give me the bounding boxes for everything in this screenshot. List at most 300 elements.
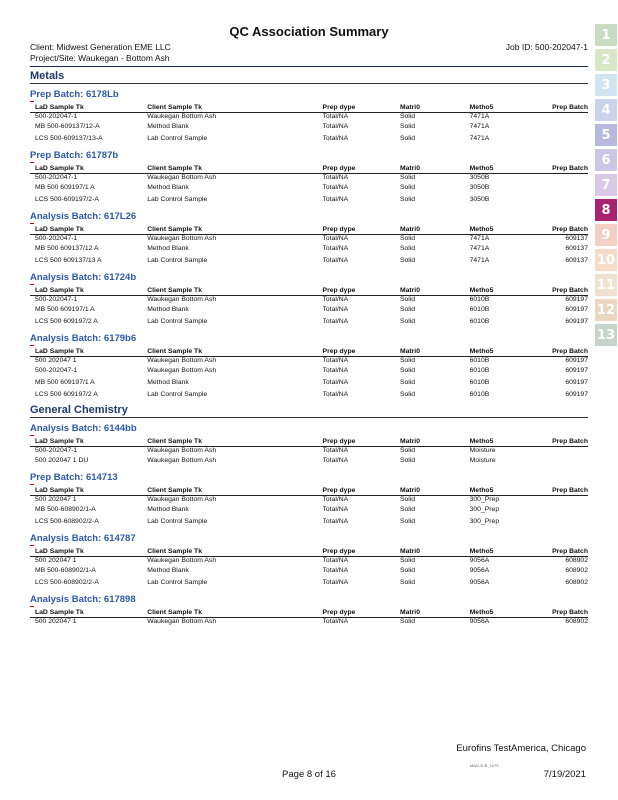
table-row [30,504,588,516]
column-header-method: Metho5 [470,609,532,618]
batch-heading: Analysis Batch: 617L26 [30,211,137,222]
cell-matrix: Solid [399,579,416,586]
section-tab-1[interactable]: 1 [595,24,617,46]
header-row [30,104,588,113]
cell-matrix: Solid [399,506,416,513]
column-header-lab-sample-id: LaD Sample Tk [30,609,147,618]
table-row [30,121,588,133]
cell-client-sample-id: Method Blank [147,506,189,513]
cell-client-sample-id: Method Blank [147,123,189,130]
table-row [30,565,588,577]
section-divider [30,83,588,84]
cell-prep-type: Total/NA [322,196,349,203]
cell-method: 3050B [469,174,490,181]
column-header-prep-batch: Prep Batch [532,104,588,113]
cell-prep-type: Total/NA [322,496,349,503]
cell-client-sample-id: Method Blank [147,245,189,252]
table-body [30,174,588,207]
batch-heading: Analysis Batch: 61724b [30,272,137,283]
column-header-matrix: Matri0 [400,438,470,447]
header-row [30,165,588,174]
cell-client-sample-id: Waukegan Bottom Ash [147,457,217,464]
column-header-method: Metho5 [470,226,532,235]
cell-lab-sample-id: MB 500-608902/1-A [35,506,96,513]
cell-matrix: Solid [399,457,416,464]
report-date: 7/19/2021 [543,769,586,780]
document-code: MAG-D-B_1079 [470,763,499,768]
cell-matrix: Solid [399,257,416,264]
batch-heading: Prep Batch: 614713 [30,472,118,483]
cell-lab-sample-id: 500 202047 1 [35,496,77,503]
table-row [30,557,588,566]
cell-client-sample-id: Lab Control Sample [147,318,208,325]
column-header-client-sample-id: Client Sample Tk [147,104,322,113]
cell-lab-sample-id: 500-202047-1 [35,367,78,374]
cell-prep-batch: 609137 [565,257,588,264]
table-body [30,113,588,146]
cell-matrix: Solid [399,618,416,625]
column-header-client-sample-id: Client Sample Tk [147,487,322,496]
cell-method: 6010B [469,379,490,386]
column-header-matrix: Matri0 [400,609,470,618]
cell-method: 6010B [469,318,490,325]
cell-matrix: Solid [399,245,416,252]
section-tab-10[interactable]: 10 [595,249,617,271]
cell-prep-batch [532,182,588,194]
cell-prep-batch: 609197 [565,306,588,313]
cell-prep-batch [532,516,588,528]
cell-method: 6010B [469,296,490,303]
column-header-method: Metho5 [470,104,532,113]
column-header-prep-batch: Prep Batch [532,348,588,357]
cell-lab-sample-id: 500 202047 1 [35,557,77,564]
table-row [30,113,588,122]
qc-table [30,287,588,328]
header-row [30,548,588,557]
cell-lab-sample-id: MB 500 609197/1 A [35,379,95,386]
table-header [30,104,588,113]
cell-prep-batch [532,447,588,456]
cell-prep-batch [532,194,588,206]
column-header-lab-sample-id: LaD Sample Tk [30,165,147,174]
batch-marker [30,284,34,285]
cell-prep-type: Total/NA [322,357,349,364]
cell-prep-batch: 609137 [565,245,588,252]
header-row-project [30,53,588,64]
cell-method: 7471A [469,135,490,142]
cell-prep-type: Total/NA [322,367,349,374]
cell-matrix: Solid [399,557,416,564]
table-row [30,243,588,255]
cell-matrix: Solid [399,174,416,181]
cell-prep-batch [532,121,588,133]
batch-marker [30,435,34,436]
cell-lab-sample-id: LCS 500-609137/13-A [35,135,103,142]
column-header-method: Metho5 [470,548,532,557]
column-header-lab-sample-id: LaD Sample Tk [30,226,147,235]
cell-client-sample-id: Lab Control Sample [147,518,208,525]
cell-client-sample-id: Lab Control Sample [147,257,208,264]
batch-heading: Analysis Batch: 6144bb [30,423,137,434]
column-header-prep-type: Prep dype [323,104,400,113]
section-tab-8[interactable]: 8 [595,199,617,221]
column-header-matrix: Matri0 [400,226,470,235]
cell-matrix: Solid [399,379,416,386]
cell-method: 7471A [469,245,490,252]
cell-prep-batch [532,113,588,122]
qc-table [30,348,588,401]
header-row [30,226,588,235]
cell-prep-batch: 609197 [565,367,588,374]
cell-prep-batch: 609197 [565,391,588,398]
section-heading: General Chemistry [30,404,128,416]
cell-prep-type: Total/NA [322,518,349,525]
cell-method: 9056A [469,579,490,586]
batch-heading: Prep Batch: 61787b [30,150,119,161]
cell-prep-batch [532,133,588,145]
qc-table [30,226,588,267]
cell-client-sample-id: Waukegan Bottom Ash [147,557,217,564]
column-header-client-sample-id: Client Sample Tk [147,287,322,296]
table-body [30,235,588,268]
cell-lab-sample-id: 500-202047-1 [35,447,78,454]
cell-lab-sample-id: 500-202047-1 [35,113,78,120]
batch-marker [30,545,34,546]
cell-method: 300_Prep [469,518,500,525]
section-tab-12[interactable]: 12 [595,299,617,321]
cell-prep-type: Total/NA [322,579,349,586]
batch-heading: Prep Batch: 6178Lb [30,89,119,100]
client-name: Client: Midwest Generation EME LLC [30,42,171,52]
cell-prep-batch: 609197 [565,318,588,325]
header-row [30,287,588,296]
section-tab-7[interactable]: 7 [595,174,617,196]
column-header-prep-batch: Prep Batch [532,548,588,557]
column-header-matrix: Matri0 [400,487,470,496]
batch-marker [30,101,34,102]
table-body [30,447,588,468]
cell-client-sample-id: Method Blank [147,567,189,574]
section-tab-5[interactable]: 5 [595,124,617,146]
cell-prep-type: Total/NA [322,379,349,386]
column-header-prep-batch: Prep Batch [532,165,588,174]
job-id: Job ID: 500-202047-1 [505,42,588,52]
cell-method: 3050B [469,196,490,203]
table-header [30,348,588,357]
cell-prep-type: Total/NA [322,135,349,142]
cell-lab-sample-id: 500 202047 1 [35,618,77,625]
cell-method: 3050B [469,184,490,191]
cell-client-sample-id: Lab Control Sample [147,579,208,586]
cell-client-sample-id: Lab Control Sample [147,196,208,203]
cell-client-sample-id: Lab Control Sample [147,391,208,398]
cell-prep-type: Total/NA [322,447,349,454]
section-divider [30,417,588,418]
section-tab-9[interactable]: 9 [595,224,617,246]
cell-matrix: Solid [399,184,416,191]
qc-table [30,548,588,589]
cell-lab-sample-id: 500-202047-1 [35,174,78,181]
cell-method: 7471A [469,123,490,130]
cell-prep-type: Total/NA [322,296,349,303]
cell-prep-type: Total/NA [322,557,349,564]
cell-matrix: Solid [399,235,416,242]
column-header-lab-sample-id: LaD Sample Tk [30,104,147,113]
column-header-client-sample-id: Client Sample Tk [147,548,322,557]
table-body [30,296,588,329]
header-row [30,438,588,447]
cell-client-sample-id: Waukegan Bottom Ash [147,618,217,625]
cell-prep-type: Total/NA [322,618,349,625]
qc-table [30,165,588,206]
cell-client-sample-id: Waukegan Bottom Ash [147,357,217,364]
table-header [30,548,588,557]
cell-lab-sample-id: LCS 500-608902/2-A [35,579,99,586]
cell-method: 6010B [469,306,490,313]
section-heading: Metals [30,70,65,82]
column-header-client-sample-id: Client Sample Tk [147,226,322,235]
cell-prep-batch [532,455,588,467]
column-header-client-sample-id: Client Sample Tk [147,348,322,357]
cell-lab-sample-id: 500 202047 1 DU [35,457,89,464]
section-tab-6[interactable]: 6 [595,149,617,171]
table-row [30,516,588,528]
cell-method: 7471A [469,113,490,120]
column-header-client-sample-id: Client Sample Tk [147,165,322,174]
page-number: Page 8 of 16 [282,769,336,780]
cell-client-sample-id: Waukegan Bottom Ash [147,447,217,454]
column-header-prep-type: Prep dype [323,165,400,174]
cell-matrix: Solid [399,367,416,374]
column-header-prep-type: Prep dype [323,438,400,447]
cell-prep-type: Total/NA [322,567,349,574]
column-header-prep-type: Prep dype [323,348,400,357]
table-row [30,304,588,316]
cell-prep-type: Total/NA [322,506,349,513]
table-header [30,287,588,296]
batch-marker [30,606,34,607]
table-row [30,133,588,145]
cell-lab-sample-id: LCS 500 609197/2 A [35,318,98,325]
page-title: QC Association Summary [229,24,389,39]
batch-marker [30,162,34,163]
cell-lab-sample-id: 500 202047 1 [35,357,77,364]
cell-prep-type: Total/NA [322,306,349,313]
cell-lab-sample-id: 500-202047-1 [35,235,78,242]
column-header-matrix: Matri0 [400,165,470,174]
cell-prep-type: Total/NA [322,257,349,264]
column-header-prep-batch: Prep Batch [532,287,588,296]
table-row [30,447,588,456]
column-header-matrix: Matri0 [400,287,470,296]
table-row [30,618,588,627]
cell-prep-type: Total/NA [322,184,349,191]
cell-prep-batch [532,174,588,183]
column-header-matrix: Matri0 [400,348,470,357]
cell-client-sample-id: Waukegan Bottom Ash [147,113,217,120]
report-content [30,70,588,626]
cell-lab-sample-id: MB 500 609137/12 A [35,245,99,252]
column-header-method: Metho5 [470,438,532,447]
section-tabs [595,24,617,349]
column-header-prep-type: Prep dype [323,548,400,557]
section-tab-13[interactable]: 13 [595,324,617,346]
cell-client-sample-id: Lab Control Sample [147,135,208,142]
cell-lab-sample-id: LCS 500-608902/2-A [35,518,99,525]
column-header-lab-sample-id: LaD Sample Tk [30,438,147,447]
column-header-method: Metho5 [470,165,532,174]
header-row-client [30,42,588,53]
column-header-lab-sample-id: LaD Sample Tk [30,548,147,557]
column-header-matrix: Matri0 [400,548,470,557]
project-site: Project/Site: Waukegan - Bottom Ash [30,53,170,63]
cell-prep-batch: 608902 [565,567,588,574]
batch-heading: Analysis Batch: 614787 [30,533,136,544]
table-row [30,496,588,505]
cell-client-sample-id: Waukegan Bottom Ash [147,296,217,303]
section-tab-2[interactable]: 2 [595,49,617,71]
cell-matrix: Solid [399,196,416,203]
cell-prep-batch: 608902 [565,618,588,625]
cell-matrix: Solid [399,123,416,130]
cell-client-sample-id: Waukegan Bottom Ash [147,235,217,242]
cell-client-sample-id: Method Blank [147,306,189,313]
header-row [30,487,588,496]
cell-method: 6010B [469,391,490,398]
batch-marker [30,223,34,224]
cell-lab-sample-id: MB 500-609137/12-A [35,123,100,130]
cell-lab-sample-id: MB 500 609197/1 A [35,184,95,191]
cell-method: 9056A [469,567,490,574]
column-header-prep-batch: Prep Batch [532,609,588,618]
cell-matrix: Solid [399,296,416,303]
cell-client-sample-id: Waukegan Bottom Ash [147,367,217,374]
column-header-prep-batch: Prep Batch [532,438,588,447]
cell-method: 300_Prep [469,496,500,503]
table-header [30,165,588,174]
cell-matrix: Solid [399,567,416,574]
cell-prep-type: Total/NA [322,318,349,325]
batch-marker [30,345,34,346]
cell-lab-sample-id: LCS 500 609137/13 A [35,257,102,264]
cell-prep-batch: 608902 [565,557,588,564]
cell-method: 9056A [469,618,490,625]
batch-marker [30,484,34,485]
cell-prep-type: Total/NA [322,391,349,398]
cell-matrix: Solid [399,496,416,503]
cell-matrix: Solid [399,391,416,398]
cell-matrix: Solid [399,447,416,454]
table-body [30,618,588,627]
cell-prep-batch [532,496,588,505]
cell-prep-type: Total/NA [322,235,349,242]
table-row [30,194,588,206]
cell-method: 6010B [469,357,490,364]
table-row [30,296,588,305]
table-header [30,609,588,618]
cell-method: 7471A [469,257,490,264]
cell-lab-sample-id: LCS 500 609197/2 A [35,391,98,398]
header-row [30,609,588,618]
cell-method: Moisture [469,457,496,464]
cell-prep-batch: 609197 [565,296,588,303]
table-row [30,365,588,377]
cell-client-sample-id: Method Blank [147,379,189,386]
section-tab-11[interactable]: 11 [595,274,617,296]
column-header-prep-type: Prep dype [323,487,400,496]
table-header [30,226,588,235]
column-header-lab-sample-id: LaD Sample Tk [30,287,147,296]
cell-matrix: Solid [399,518,416,525]
column-header-client-sample-id: Client Sample Tk [147,609,322,618]
cell-lab-sample-id: MB 500-608902/1-A [35,567,96,574]
cell-prep-type: Total/NA [322,174,349,181]
table-row [30,235,588,244]
cell-prep-batch: 609197 [565,379,588,386]
column-header-prep-batch: Prep Batch [532,487,588,496]
cell-matrix: Solid [399,135,416,142]
table-row [30,577,588,589]
cell-prep-type: Total/NA [322,123,349,130]
qc-table [30,609,588,626]
cell-matrix: Solid [399,113,416,120]
batch-heading: Analysis Batch: 6179b6 [30,333,137,344]
cell-prep-batch: 608902 [565,579,588,586]
table-row [30,377,588,389]
column-header-method: Metho5 [470,348,532,357]
batch-heading: Analysis Batch: 617898 [30,594,136,605]
column-header-method: Metho5 [470,287,532,296]
cell-lab-sample-id: LCS 500-609197/2-A [35,196,99,203]
table-row [30,174,588,183]
cell-prep-batch: 609137 [565,235,588,242]
cell-method: Moisture [469,447,496,454]
cell-matrix: Solid [399,318,416,325]
column-header-lab-sample-id: LaD Sample Tk [30,487,147,496]
cell-prep-type: Total/NA [322,113,349,120]
cell-lab-sample-id: 500-202047-1 [35,296,78,303]
report-page [30,24,588,626]
table-body [30,557,588,590]
table-header [30,487,588,496]
table-row [30,389,588,401]
table-body [30,357,588,402]
cell-prep-type: Total/NA [322,457,349,464]
cell-prep-batch: 609197 [565,357,588,364]
column-header-prep-batch: Prep Batch [532,226,588,235]
qc-table [30,438,588,467]
section-tab-4[interactable]: 4 [595,99,617,121]
table-row [30,357,588,366]
cell-method: 7471A [469,235,490,242]
cell-client-sample-id: Waukegan Bottom Ash [147,174,217,181]
table-row [30,455,588,467]
cell-prep-type: Total/NA [322,245,349,252]
cell-client-sample-id: Waukegan Bottom Ash [147,496,217,503]
cell-matrix: Solid [399,306,416,313]
table-header [30,438,588,447]
column-header-prep-type: Prep dype [323,226,400,235]
column-header-lab-sample-id: LaD Sample Tk [30,348,147,357]
column-header-prep-type: Prep dype [323,287,400,296]
cell-client-sample-id: Method Blank [147,184,189,191]
cell-lab-sample-id: MB 500 609197/1 A [35,306,95,313]
lab-name: Eurofins TestAmerica, Chicago [456,743,586,754]
column-header-method: Metho5 [470,487,532,496]
section-tab-3[interactable]: 3 [595,74,617,96]
cell-matrix: Solid [399,357,416,364]
table-body [30,496,588,529]
